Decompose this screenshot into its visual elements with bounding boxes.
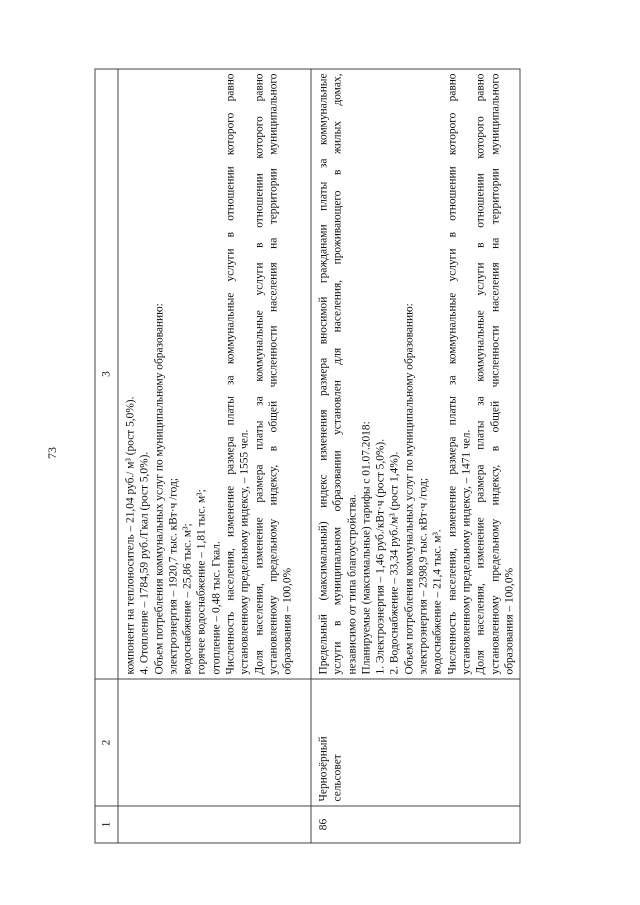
description-line: электроэнергия – 1920,7 тыс. кВт·ч /год; — [166, 477, 179, 674]
description-line: независимо от типа благоустройства. — [345, 493, 358, 674]
description-line: услуги в муниципальном образовании установлен для населения, проживающего в жилых домах, — [331, 73, 344, 674]
description-line: Доля населения, изменение размера платы за коммунальные услуги в отношении которого равно — [252, 73, 265, 674]
description-line: Численность населения, изменение размера платы за коммунальные услуги в отношении которого равно — [224, 73, 237, 674]
description-line: образования – 100,0% — [502, 567, 515, 674]
description-line: отопление – 0,48 тыс. Гкал. — [209, 540, 222, 674]
row-number — [118, 806, 311, 843]
municipality-name-line: Чернозёрный — [317, 735, 329, 801]
description-line: 2. Водоснабжение – 33,34 руб./м³ (рост 1,4%). — [388, 451, 401, 674]
description-line: электроэнергия – 2398,9 тыс. кВт·ч /год; — [417, 477, 430, 674]
description-line: образования – 100,0% — [281, 567, 294, 674]
description-line: 1. Электроэнергия – 1,46 руб./кВт·ч (рост 5,0%). — [374, 438, 387, 674]
description-line: водоснабжение – 25,86 тыс. м³; — [181, 522, 194, 674]
description-line: установленному предельному индексу, – 1555 чел. — [238, 429, 251, 674]
row-description — [118, 69, 311, 679]
table-row — [311, 69, 520, 843]
municipality-name — [311, 679, 520, 806]
municipality-name-line: сельсовет — [331, 753, 344, 801]
description-line: Доля населения, изменение размера платы за коммунальные услуги в отношении которого равно — [474, 73, 487, 674]
description-line: водоснабжение – 21,4 тыс. м³. — [431, 528, 444, 674]
table-header-row — [95, 69, 118, 843]
description-line: Предельный (максимальный) индекс изменения размера вносимой гражданами платы за коммунальные — [317, 73, 329, 674]
description-line: установленному предельному индексу, в общей численности населения на территории муниципального — [266, 73, 279, 674]
table-row — [118, 69, 311, 843]
page-number: 73 — [45, 447, 59, 459]
row-number: 86 — [311, 806, 520, 843]
description-line: компонент на теплоноситель – 21,04 руб./ м³ (рост 5,0%). — [124, 396, 136, 674]
description-line: установленному предельному индексу, в общей численности населения на территории муниципального — [488, 73, 501, 674]
description-line: Численность населения, изменение размера платы за коммунальные услуги в отношении которого равно — [445, 73, 458, 674]
description-line: Объем потребления коммунальных услуг по муниципальному образованию: — [152, 302, 165, 674]
description-line: Объем потребления коммунальных услуг по муниципальному образованию: — [402, 302, 415, 674]
description-line: установленному предельному индексу, – 1471 чел. — [459, 429, 472, 674]
row-description — [311, 69, 520, 679]
description-line: 4. Отопление – 1784,59 руб./Гкал (рост 5,0%). — [138, 451, 151, 674]
description-line: горячее водоснабжение – 1,81 тыс. м³; — [195, 488, 208, 674]
header-col-3: 3 — [95, 69, 118, 679]
header-col-1: 1 — [95, 806, 118, 843]
municipality-name — [118, 679, 311, 806]
utilities-table — [94, 68, 520, 843]
header-col-2: 2 — [95, 679, 118, 806]
description-line: Планируемые (максимальные) тарифы с 01.07.2018: — [359, 420, 372, 674]
document-table-rotated — [94, 68, 515, 843]
